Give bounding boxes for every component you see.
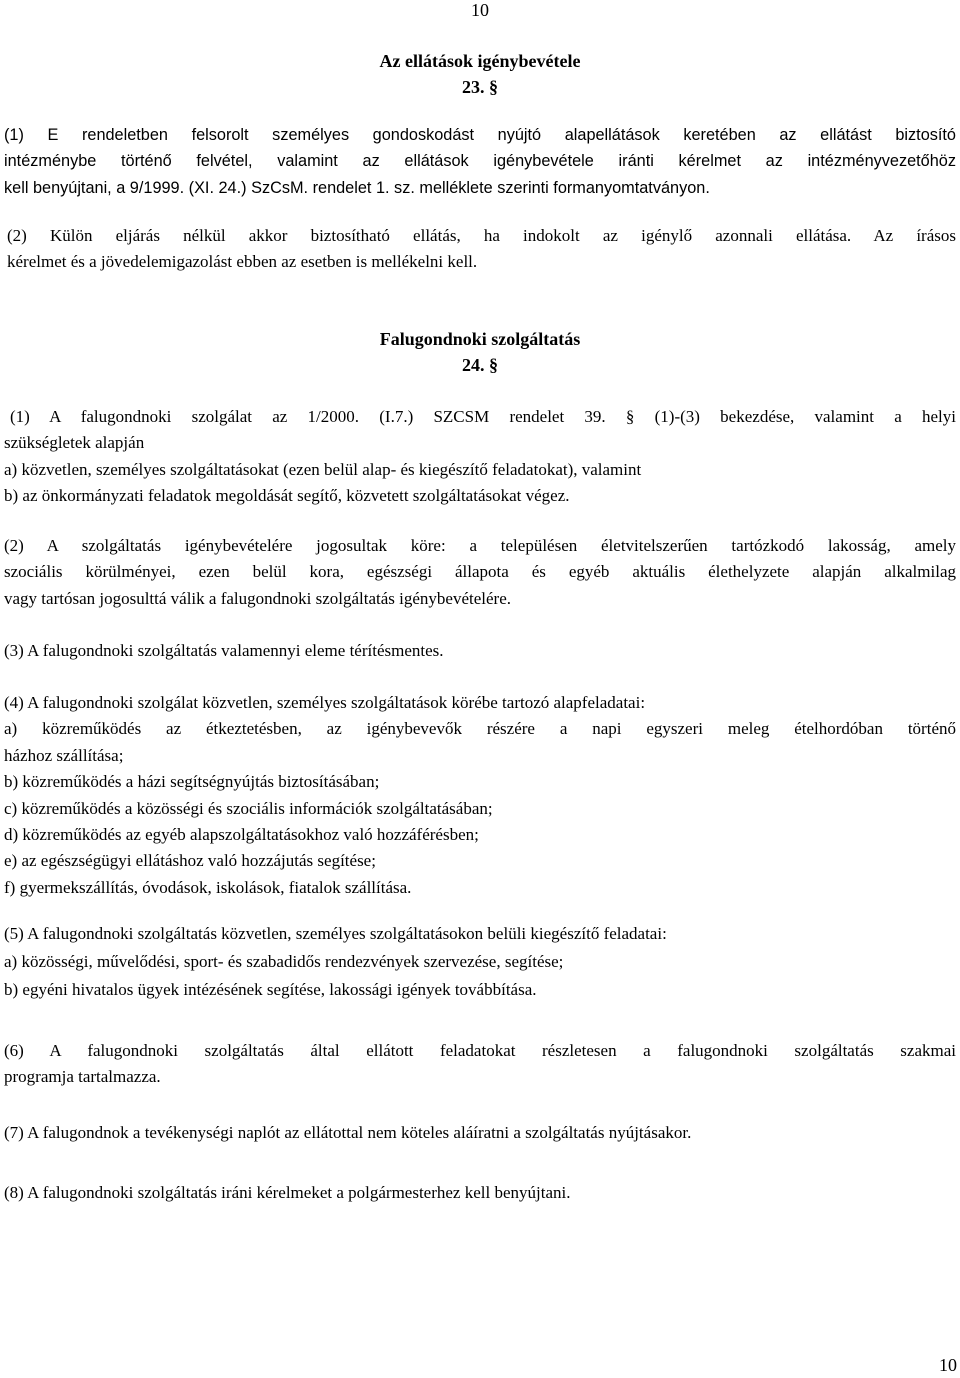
paragraph-line: d) közreműködés az egyéb alapszolgáltatásokhoz való hozzáférésben;: [4, 825, 479, 845]
paragraph-line: (3) A falugondnoki szolgáltatás valamennyi eleme térítésmentes.: [4, 641, 444, 660]
section-24-paragraph-6: [4, 1038, 956, 1091]
paragraph-line: házhoz szállítása;: [4, 745, 124, 765]
section-24-number: 24. §: [462, 355, 498, 375]
paragraph-line: kérelmet és a jövedelemigazolást ebben az esetben is mellékelni kell.: [7, 252, 478, 272]
paragraph-line: kell benyújtani, a 9/1999. (XI. 24.) SzCsM. rendelet 1. sz. melléklete szerinti formanyomtatványon.: [4, 178, 710, 197]
section-23-number: 23. §: [462, 77, 498, 97]
paragraph-line: b) közreműködés a házi segítségnyújtás biztosításában;: [4, 772, 380, 792]
page-number-top: 10: [471, 0, 489, 20]
paragraph-line: (5) A falugondnoki szolgáltatás közvetlen, személyes szolgáltatásokon belüli kiegészítő feladatai:: [4, 924, 667, 943]
section-23-title: Az ellátások igénybevétele: [379, 51, 581, 71]
paragraph-line: vagy tartósan jogosulttá válik a falugondnoki szolgáltatás igénybevételére.: [4, 588, 512, 608]
paragraph-line: a) közösségi, művelődési, sport- és szabadidős rendezvények szervezése, segítése;: [4, 952, 564, 971]
paragraph-line: f) gyermekszállítás, óvodások, iskolások, fiatalok szállítása.: [4, 877, 412, 897]
paragraph-line: b) egyéni hivatalos ügyek intézésének segítése, lakossági igények továbbítása.: [4, 980, 537, 999]
paragraph-line: (2) A szolgáltatás igénybevételére jogosultak köre: a településen életvitelszerűen tartózkodó lakosság, amely: [4, 536, 956, 555]
paragraph-line: a) közvetlen, személyes szolgáltatásokat (ezen belül alap- és kiegészítő feladatokat), valamint: [4, 459, 642, 479]
paragraph-line: szükségletek alapján: [4, 433, 145, 453]
paragraph-line: a) közreműködés az étkeztetésben, az igénybevevők részére a napi egyszeri meleg ételhordóban történő: [4, 719, 956, 739]
paragraph-line: (7) A falugondnok a tevékenységi naplót az ellátottal nem köteles aláíratni a szolgáltatás nyújtásakor.: [4, 1123, 692, 1142]
section-24-paragraph-5: [4, 920, 956, 1004]
section-24-title: Falugondnoki szolgáltatás: [379, 329, 581, 349]
paragraph-line: (2) Külön eljárás nélkül akkor biztosítható ellátás, ha indokolt az igénylő azonnali ellátása. Az írásos: [7, 226, 956, 245]
section-23-paragraph-1: [4, 122, 956, 201]
paragraph-line: intézménybe történő felvétel, valamint az ellátások igénybevétele iránti kérelmet az intézményvezetőhöz: [4, 152, 956, 171]
paragraph-line: e) az egészségügyi ellátáshoz való hozzájutás segítése;: [4, 851, 376, 871]
paragraph-line: szociális körülményei, ezen belül kora, egészségi állapota és egyéb aktuális élethelyzete alapján alkalmilag: [4, 562, 956, 582]
section-24-paragraph-7: [4, 1120, 956, 1146]
paragraph-line: (8) A falugondnoki szolgáltatás iráni kérelmeket a polgármesterhez kell benyújtani.: [4, 1183, 571, 1202]
paragraph-line: (1) A falugondnoki szolgálat az 1/2000. (I.7.) SZCSM rendelet 39. § (1)-(3) bekezdése, valamint a helyi: [10, 407, 956, 426]
paragraph-line: (4) A falugondnoki szolgálat közvetlen, személyes szolgáltatások körébe tartozó alapfeladatai:: [4, 693, 646, 712]
paragraph-line: (6) A falugondnoki szolgáltatás által ellátott feladatokat részletesen a falugondnoki szolgáltatás szakmai: [4, 1041, 956, 1060]
section-24-paragraph-4: [4, 690, 956, 901]
paragraph-line: b) az önkormányzati feladatok megoldását segítő, közvetett szolgáltatásokat végez.: [4, 486, 570, 506]
section-24-paragraph-8: [4, 1180, 956, 1206]
section-23-paragraph-2: [7, 223, 956, 276]
paragraph-line: c) közreműködés a közösségi és szociális információk szolgáltatásában;: [4, 798, 493, 818]
section-24-paragraph-3: [4, 638, 956, 664]
paragraph-line: (1) E rendeletben felsorolt személyes gondoskodást nyújtó alapellátások keretében az ellátást biztosító: [4, 126, 956, 144]
section-24-paragraph-1: [4, 404, 956, 510]
paragraph-line: programja tartalmazza.: [4, 1067, 161, 1087]
section-24-paragraph-2: [4, 533, 956, 612]
page-number-bottom: 10: [939, 1355, 957, 1375]
